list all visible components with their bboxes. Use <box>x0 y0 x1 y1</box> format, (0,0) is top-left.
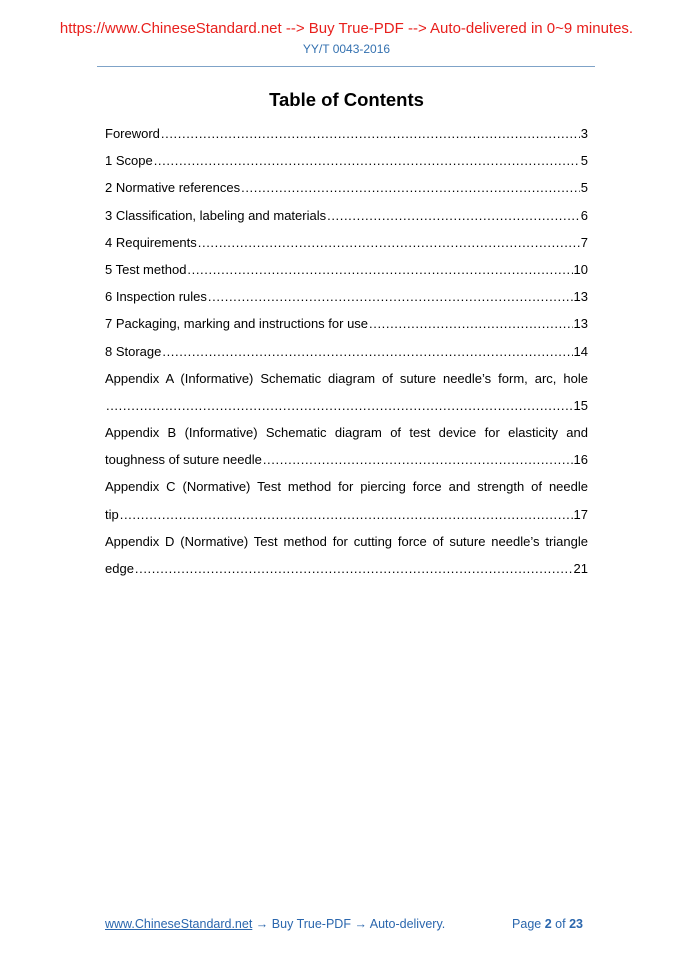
toc-entry-page: 21 <box>573 561 588 576</box>
current-page-number: 2 <box>544 917 552 931</box>
toc-entry-label: Appendix A (Informative) Schematic diagram of suture needle’s form, arc, hole <box>105 370 588 386</box>
footer-site-link[interactable]: www.ChineseStandard.net <box>105 917 253 931</box>
toc-entry-continuation <box>105 501 588 528</box>
toc-entry-foreword[interactable] <box>105 120 588 147</box>
dot-leader <box>208 283 573 310</box>
toc-entry-label: 4 Requirements <box>105 234 197 250</box>
toc-entry-inspection-rules[interactable] <box>105 283 588 310</box>
arrow-right-icon: → <box>255 917 269 931</box>
dot-leader <box>198 229 580 256</box>
dot-leader <box>263 446 573 473</box>
toc-entry-page: 13 <box>573 289 588 305</box>
toc-entry-appendix-a[interactable] <box>105 365 588 419</box>
toc-entry-requirements[interactable] <box>105 229 588 256</box>
page-title: Table of Contents <box>269 89 424 110</box>
dot-leader <box>327 202 580 229</box>
toc-entry-label-cont: toughness of suture needle <box>105 452 262 468</box>
toc-entry-label: Appendix B (Informative) Schematic diagram of test device for elasticity and <box>105 425 588 441</box>
toc-entry-label: 7 Packaging, marking and instructions for use <box>105 316 369 332</box>
toc-entry-label: 5 Test method <box>105 261 187 277</box>
dot-leader <box>187 256 572 283</box>
dot-leader <box>241 174 580 201</box>
toc-entry-scope[interactable] <box>105 147 588 174</box>
toc-entry-test-method[interactable] <box>105 256 588 283</box>
toc-entry-label: 3 Classification, labeling and materials <box>105 207 327 223</box>
toc-entry-page: 3 <box>580 126 588 141</box>
dot-leader <box>369 310 573 337</box>
toc-entry-page: 6 <box>580 207 588 223</box>
toc-entry-page: 15 <box>573 397 588 413</box>
page-word: Page <box>512 917 542 931</box>
toc-entry-label: 6 Inspection rules <box>105 289 207 305</box>
toc-entry-label: Appendix C (Normative) Test method for piercing force and strength of needle <box>105 479 588 495</box>
toc-entry-page: 7 <box>580 234 588 250</box>
of-word: of <box>555 917 566 931</box>
table-of-contents <box>105 120 588 582</box>
dot-leader <box>106 392 573 419</box>
toc-entry-page: 16 <box>573 452 588 468</box>
toc-entry-appendix-c[interactable] <box>105 473 588 527</box>
toc-entry-appendix-d[interactable] <box>105 528 588 582</box>
promo-banner[interactable]: https://www.ChineseStandard.net --> Buy True-PDF --> Auto-delivered in 0~9 minutes. <box>59 20 634 37</box>
toc-entry-page: 10 <box>573 261 588 277</box>
toc-entry-label: Appendix D (Normative) Test method for cutting force of suture needle’s triangle <box>105 533 588 549</box>
toc-entry-classification[interactable] <box>105 202 588 229</box>
toc-entry-page: 14 <box>573 343 588 359</box>
toc-entry-label: Foreword <box>105 126 160 141</box>
toc-entry-page: 13 <box>573 316 588 332</box>
toc-entry-label: 1 Scope <box>105 153 153 169</box>
footer-delivery-text: Auto-delivery. <box>369 917 446 931</box>
toc-entry-normative-references[interactable] <box>105 174 588 201</box>
dot-leader <box>161 120 580 147</box>
toc-entry-label-cont: edge <box>105 561 134 576</box>
toc-entry-appendix-b[interactable] <box>105 419 588 473</box>
toc-entry-page: 17 <box>573 506 588 522</box>
total-page-number: 23 <box>569 917 583 931</box>
header-divider <box>97 66 595 67</box>
toc-entry-page: 5 <box>580 153 588 169</box>
page-indicator <box>512 917 583 931</box>
dot-leader <box>135 555 573 582</box>
toc-entry-continuation <box>105 446 588 473</box>
toc-entry-label-cont: tip <box>105 506 119 522</box>
toc-entry-storage[interactable] <box>105 338 588 365</box>
toc-entry-continuation <box>105 392 588 419</box>
toc-entry-label: 2 Normative references <box>105 180 241 196</box>
dot-leader <box>154 147 580 174</box>
toc-entry-packaging[interactable] <box>105 310 588 337</box>
toc-entry-page: 5 <box>580 180 588 196</box>
toc-entry-label: 8 Storage <box>105 343 162 359</box>
document-number: YY/T 0043-2016 <box>302 42 391 56</box>
arrow-right-icon: → <box>354 917 367 931</box>
dot-leader <box>162 338 572 365</box>
footer-buy-link[interactable]: Buy True-PDF <box>271 917 351 931</box>
toc-entry-continuation <box>105 555 588 582</box>
dot-leader <box>120 501 573 528</box>
page-footer <box>105 917 588 931</box>
